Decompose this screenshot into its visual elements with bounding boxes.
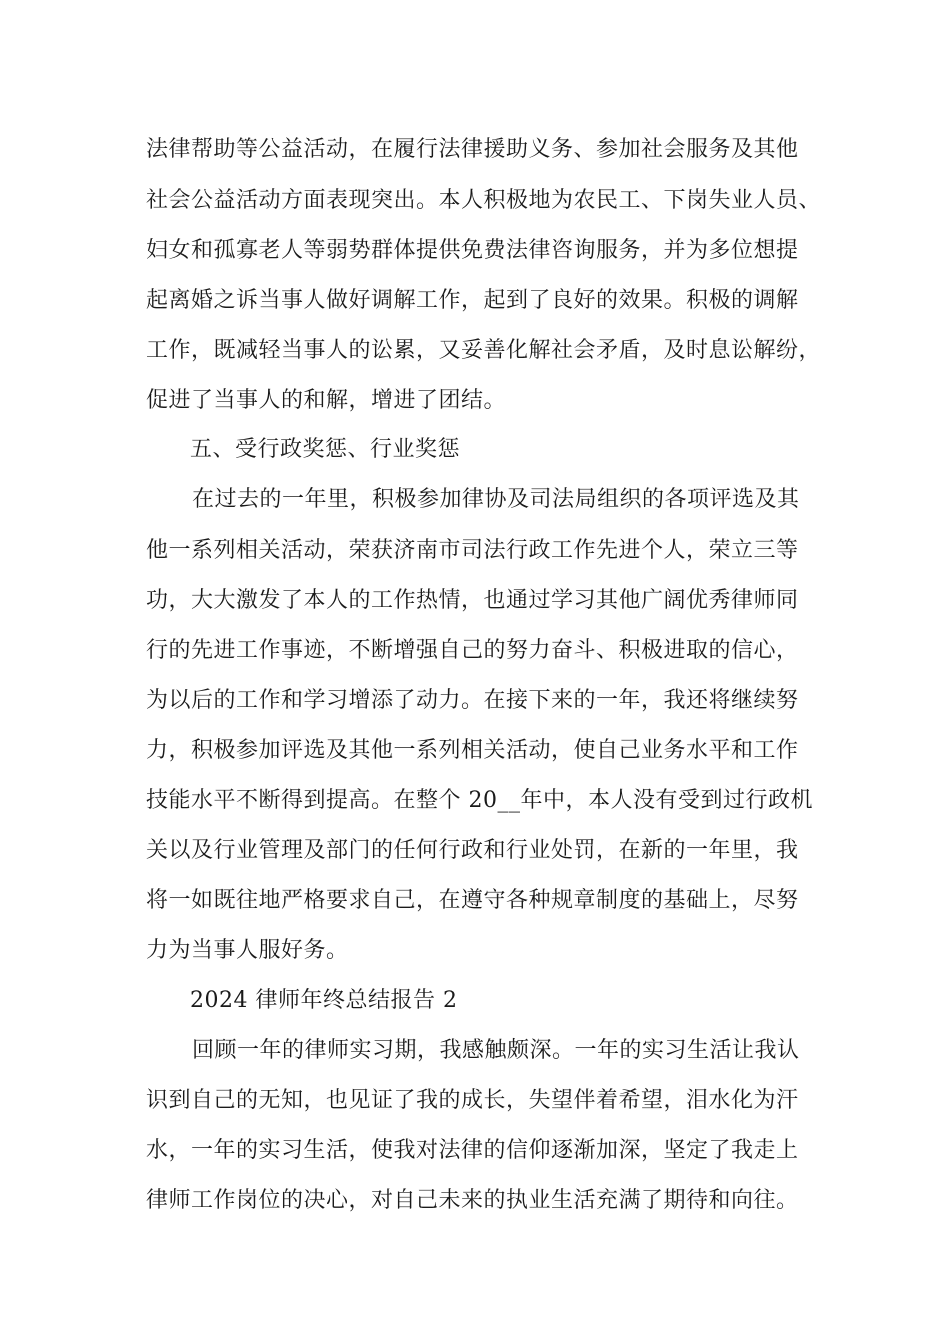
text-line: 为以后的工作和学习增添了动力。在接下来的一年，我还将继续努 (146, 688, 799, 713)
text-line: 社会公益活动方面表现突出。本人积极地为农民工、下岗失业人员、 (146, 188, 822, 213)
text-line: 工作，既减轻当事人的讼累，又妥善化解社会矛盾，及时息讼解纷， (146, 338, 822, 363)
text-line: 他一系列相关活动，荣获济南市司法行政工作先进个人，荣立三等 (146, 538, 799, 563)
text-line: 水，一年的实习生活，使我对法律的信仰逐渐加深，坚定了我走上 (146, 1138, 799, 1163)
text-line: 律师工作岗位的决心，对自己未来的执业生活充满了期待和向往。 (146, 1188, 799, 1213)
text-line: 促进了当事人的和解，增进了团结。 (146, 388, 507, 413)
text-line: 行的先进工作事迹，不断增强自己的努力奋斗、积极进取的信心， (146, 638, 799, 663)
text-line: 起离婚之诉当事人做好调解工作，起到了良好的效果。积极的调解 (146, 288, 799, 313)
text-line: 法律帮助等公益活动，在履行法律援助义务、参加社会服务及其他 (146, 137, 799, 162)
text-line: 妇女和孤寡老人等弱势群体提供免费法律咨询服务，并为多位想提 (146, 238, 799, 263)
text-line: 将一如既往地严格要求自己，在遵守各种规章制度的基础上，尽努 (146, 888, 799, 913)
text-line: 识到自己的无知，也见证了我的成长，失望伴着希望，泪水化为汗 (146, 1088, 799, 1113)
text-line: 回顾一年的律师实习期，我感触颇深。一年的实习生活让我认 (192, 1038, 800, 1063)
text-line: 功，大大激发了本人的工作热情，也通过学习其他广阔优秀律师同 (146, 588, 799, 613)
text-line: 技能水平不断得到提高。在整个 20__年中，本人没有受到过行政机 (146, 788, 813, 813)
text-line: 关以及行业管理及部门的任何行政和行业处罚，在新的一年里，我 (146, 838, 799, 863)
text-line: 在过去的一年里，积极参加律协及司法局组织的各项评选及其 (192, 487, 800, 512)
report-title: 2024 律师年终总结报告 2 (190, 988, 458, 1013)
text-line: 力为当事人服好务。 (146, 938, 349, 963)
text-line: 力，积极参加评选及其他一系列相关活动，使自己业务水平和工作 (146, 738, 799, 763)
section-heading: 五、受行政奖惩、行业奖惩 (190, 437, 461, 462)
